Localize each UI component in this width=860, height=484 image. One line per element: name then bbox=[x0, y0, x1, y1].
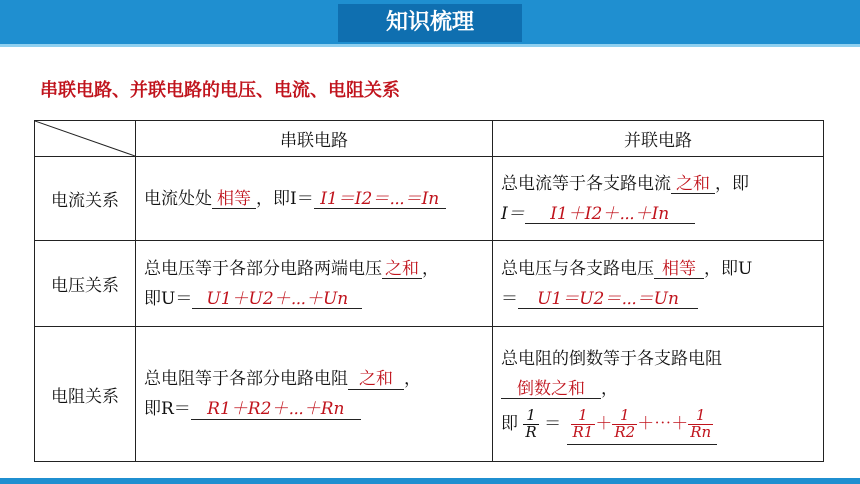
plus-sign: ＋ bbox=[637, 413, 655, 434]
answer-blank: 之和 bbox=[382, 260, 422, 280]
answer-blank: 之和 bbox=[348, 370, 404, 390]
text: ， bbox=[422, 258, 439, 279]
frac-num: 1 bbox=[523, 408, 538, 425]
row-label-voltage: 电压关系 bbox=[35, 241, 136, 327]
text: 总电压等于各部分电路两端电压 bbox=[144, 258, 382, 279]
header-series: 串联电路 bbox=[136, 121, 493, 157]
cell-parallel-voltage bbox=[493, 241, 824, 327]
header-underline bbox=[0, 44, 860, 47]
answer-blank: U1＝U2＝⋯＝Un bbox=[518, 290, 698, 310]
text: 总电阻的倒数等于各支路电阻 bbox=[501, 348, 722, 369]
answer-blank: 相等 bbox=[654, 260, 704, 280]
answer-blank: I1＝I2＝⋯＝In bbox=[314, 190, 446, 210]
text: 总电流等于各支路电流 bbox=[501, 173, 671, 194]
answer-blank: 相等 bbox=[212, 190, 256, 210]
frac-den: R2 bbox=[614, 422, 636, 441]
text: 电流处处 bbox=[144, 188, 212, 209]
plus-sign: ＋ bbox=[595, 413, 613, 434]
row-label-current: 电流关系 bbox=[35, 157, 136, 241]
text: ， bbox=[601, 378, 618, 399]
text: ＝ bbox=[501, 288, 518, 309]
footer-bar bbox=[0, 478, 860, 484]
corner-cell bbox=[35, 121, 136, 157]
cell-series-resistance bbox=[136, 327, 493, 462]
row-label-resistance: 电阻关系 bbox=[35, 327, 136, 462]
fraction-one-over-r bbox=[523, 405, 538, 441]
text: ＝ bbox=[544, 413, 562, 434]
text: 即U＝ bbox=[144, 288, 193, 309]
answer-blank: 之和 bbox=[671, 175, 715, 195]
text: 即R＝ bbox=[144, 399, 191, 419]
fraction-term bbox=[612, 405, 637, 441]
text: ， bbox=[404, 369, 421, 389]
frac-num: 1 bbox=[688, 408, 713, 425]
answer-blank: 倒数之和 bbox=[501, 380, 601, 400]
page-title: 知识梳理 bbox=[338, 4, 522, 42]
section-title: 串联电路、并联电路的电压、电流、电阻关系 bbox=[40, 80, 400, 101]
text: I＝ bbox=[501, 203, 525, 224]
text: ，即U bbox=[704, 258, 753, 279]
diagonal-line bbox=[35, 121, 135, 156]
relations-table bbox=[34, 120, 824, 462]
frac-den: R1 bbox=[572, 422, 594, 441]
cell-series-current bbox=[136, 157, 493, 241]
frac-den: Rn bbox=[690, 422, 712, 441]
answer-blank: U1＋U2＋⋯＋Un bbox=[192, 290, 362, 310]
frac-num: 1 bbox=[612, 408, 637, 425]
text: 总电阻等于各部分电路电阻 bbox=[144, 369, 348, 389]
answer-blank-fraction-sum bbox=[567, 404, 718, 445]
text: ，即 bbox=[715, 173, 749, 194]
text: 总电压与各支路电压 bbox=[501, 258, 654, 279]
ellipsis: ⋯ bbox=[654, 413, 672, 434]
answer-blank: I1＋I2＋⋯＋In bbox=[525, 205, 695, 225]
text: ，即I＝ bbox=[256, 188, 314, 209]
frac-num: 1 bbox=[571, 408, 596, 425]
header-parallel: 并联电路 bbox=[493, 121, 824, 157]
fraction-term bbox=[571, 405, 596, 441]
cell-parallel-resistance bbox=[493, 327, 824, 462]
plus-sign: ＋ bbox=[671, 413, 689, 434]
answer-blank: R1＋R2＋⋯＋Rn bbox=[191, 400, 361, 420]
text: 即 bbox=[501, 413, 518, 434]
frac-den: R bbox=[525, 422, 537, 441]
cell-parallel-current bbox=[493, 157, 824, 241]
cell-series-voltage bbox=[136, 241, 493, 327]
fraction-term bbox=[688, 405, 713, 441]
